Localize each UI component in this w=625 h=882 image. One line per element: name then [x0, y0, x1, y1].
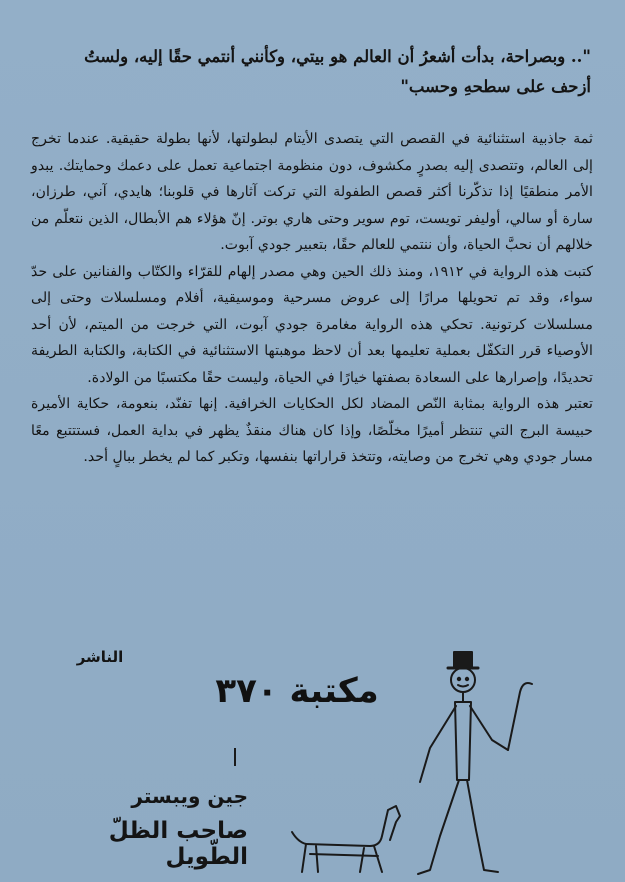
synopsis-paragraph: كتبت هذه الرواية في ١٩١٢، ومنذ ذلك الحين وهي مصدر إلهام للقرّاء والكتّاب والفنانين على حدّ سواء، وقد تم تحويلها مرارًا إلى عروض مسرحية وموسيقية، أفلام ومسلسلات وحتى إلى مسلسلات كرتونية. تحكي هذه الرواية مغامرة جودي آبوت، التي خرجت من الميتم، لأن أحد الأوصياء قرر التكفّل بعملية تعليمها بعد أن لاحظ موهبتها الاستثنائية في الكتابة، والكتابة الطريفة تحديدًا، وإصرارها على السعادة بصفتها خيارًا في الحياة، وليست حقًا مكتسبًا من الولادة. [31, 263, 593, 386]
author-name: جين ويبستر [131, 784, 248, 808]
book-title: صاحب الظلّ الطّويل [108, 818, 248, 870]
publisher-logo-mark [234, 748, 242, 766]
quote-line-2: أزحف على سطحهِ وحسب" [400, 77, 591, 96]
synopsis [31, 126, 593, 471]
publisher-label: الناشر [76, 648, 124, 666]
pull-quote [26, 42, 591, 102]
quote-line-1: ".. وبصراحة، بدأت أشعرُ أن العالم هو بيتي، وكأنني أنتمي حقًا إليه، ولستُ [84, 47, 591, 66]
library-stamp: مكتبة ٣٧٠ [215, 671, 379, 711]
man-and-dog-illustration [270, 640, 570, 880]
synopsis-paragraph: تعتبر هذه الرواية بمثابة النّص المضاد لكل الحكايات الخرافية. إنها تفنّد، بنعومة، حكاية الأميرة حبيسة البرج التي تنتظر أميرًا مخلّصًا، وإذا كان هناك منقذٌ يظهر في بداية العمل، فستتتبع معًا مسار جودي وهي تخرج من وصايته، وتتخذ قراراتها بنفسها، وتكبر كما لم يخطر ببالٍ أحد. [31, 396, 593, 465]
dog-drawing [292, 806, 400, 872]
synopsis-paragraph: ثمة جاذبية استثنائية في القصص التي يتصدى الأيتام لبطولتها، لأنها بطولة حقيقية. عندما تخرج إلى العالم، وتتصدى إليه بصدرٍ مكشوف، دون منظومة اجتماعية تعمل على دعمك وحمايتك. يبدو الأمر منطقيًا إذا تذكّرنا أكثر قصص الطفولة التي تركت آثارها في قلوبنا؛ هايدي، آني، طرزان، سارة أو سالي، أوليفر تويست، توم سوير وحتى هاري بوتر. إنّ هؤلاء هم الأبطال، الذين نتعلّم من خلالهم أن نحبَّ الحياة، وأن ننتمي للعالم حقًا، بتعبير جودي آبوت. [31, 131, 593, 253]
top-hat-icon [448, 652, 478, 668]
